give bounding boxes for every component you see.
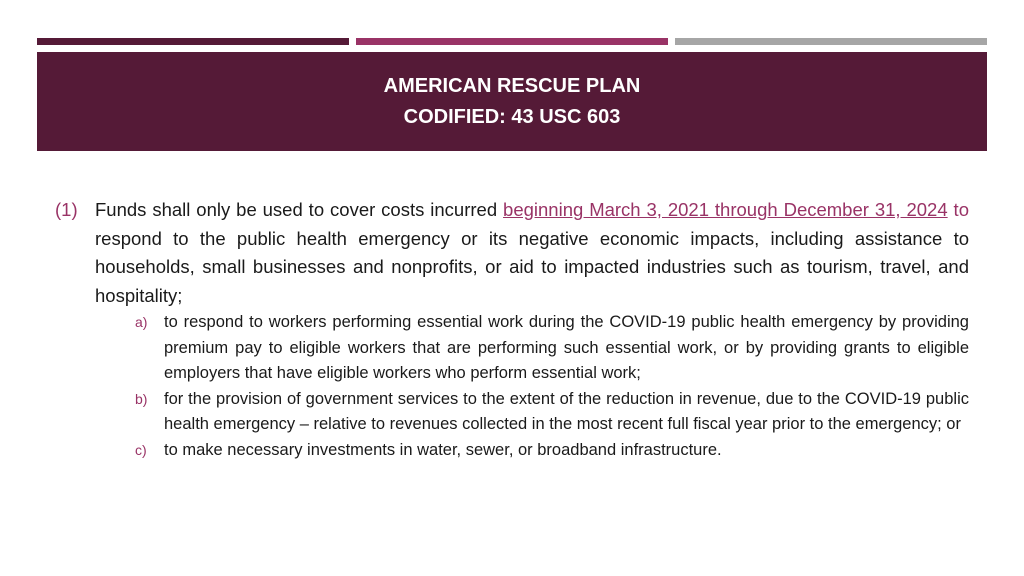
- sub-item-list: [55, 310, 969, 463]
- item-text-before: Funds shall only be used to cover costs incurred: [95, 199, 504, 220]
- date-range-link[interactable]: beginning March 3, 2021 through December 31, 2024: [503, 199, 948, 220]
- sub-item-marker: c): [135, 441, 147, 458]
- title-banner: [37, 52, 987, 151]
- sub-item-text: for the provision of government services to the extent of the reduction in revenue, due to the COVID-19 public health emergency – relative to revenues collected in the most recent full fiscal year prior to the emergency; or: [164, 389, 969, 433]
- item-to-word: to: [947, 199, 969, 220]
- item-text-after: respond to the public health emergency or its negative economic impacts, including assistance to households, small businesses and nonprofits, or aid to impacted industries such as tourism, travel, and hospitality;: [95, 227, 969, 306]
- numbered-item-1: [55, 196, 969, 310]
- decorative-bar-magenta: [356, 38, 668, 45]
- item-number: (1): [55, 199, 78, 220]
- sub-item-marker: a): [135, 314, 148, 330]
- sub-item-b: [55, 387, 969, 438]
- sub-item-marker: b): [135, 390, 148, 407]
- sub-item-text: to make necessary investments in water, sewer, or broadband infrastructure.: [164, 440, 722, 459]
- title-line-1: AMERICAN RESCUE PLAN: [383, 75, 641, 97]
- sub-item-c: [55, 438, 969, 464]
- decorative-bar-dark: [37, 38, 349, 45]
- sub-item-text: to respond to workers performing essential work during the COVID-19 public health emergency by providing premium pay to eligible workers that are performing such essential work, or by providing grants to eligible employers that have eligible workers who perform essential work;: [164, 313, 969, 382]
- decorative-bar-gray: [675, 38, 987, 45]
- body-content: [55, 196, 969, 463]
- sub-item-a: [55, 310, 969, 387]
- title-line-2: CODIFIED: 43 USC 603: [403, 106, 621, 128]
